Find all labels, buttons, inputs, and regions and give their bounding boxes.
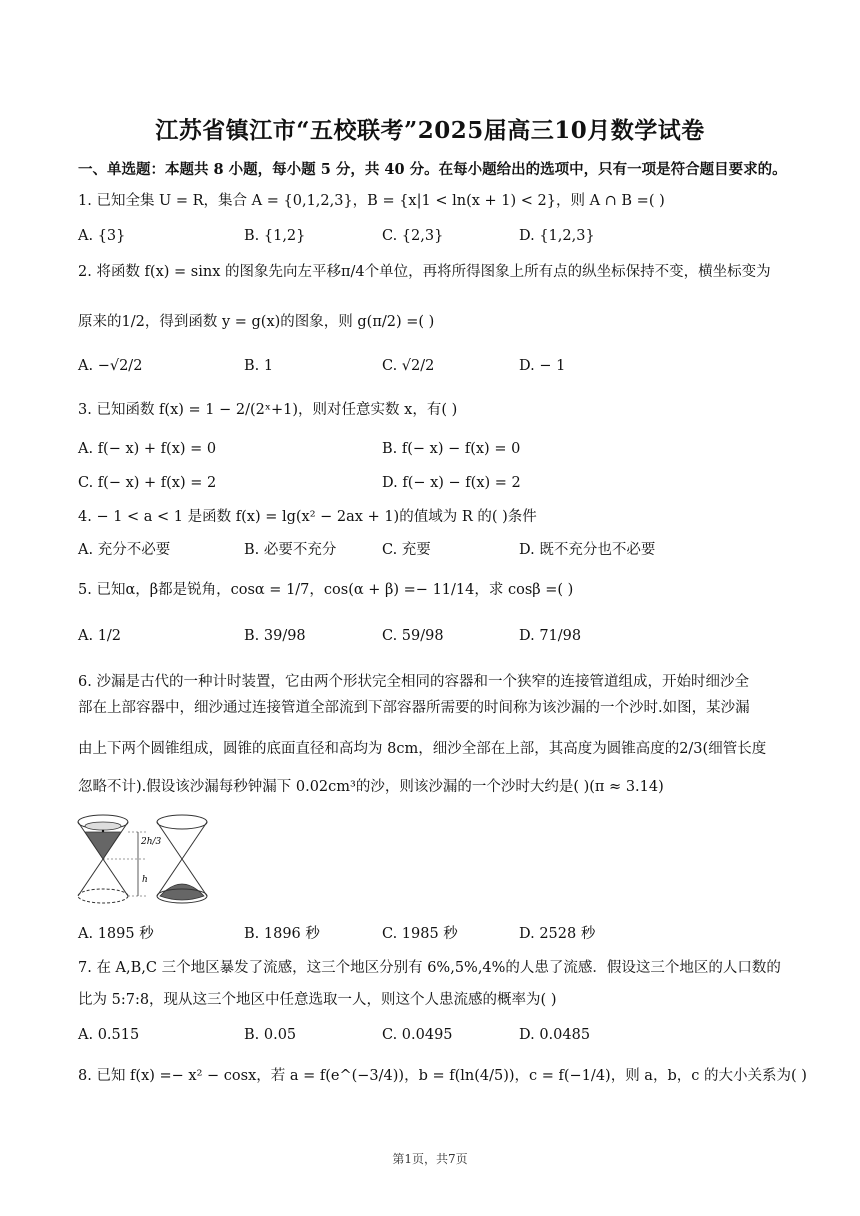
- q2-option-c: C. √2/2: [382, 358, 435, 374]
- q4-stem: 4. − 1 < a < 1 是函数 f(x) = lg(x² − 2ax + 1)的值域为 R 的( )条件: [78, 509, 537, 525]
- q6-stem-line1: 6. 沙漏是古代的一种计时装置，它由两个形状完全相同的容器和一个狭窄的连接管道组成，开始时细沙全: [78, 674, 749, 690]
- q4-option-a: A. 充分不必要: [78, 542, 171, 558]
- q1-option-b: B. {1,2}: [244, 228, 306, 244]
- q7-stem-line1: 7. 在 A,B,C 三个地区暴发了流感，这三个地区分别有 6%,5%,4%的人患了流感．假设这三个地区的人口数的: [78, 960, 781, 976]
- q7-stem-line2: 比为 5:7:8，现从这三个地区中任意选取一人，则这个人患流感的概率为( ): [78, 992, 557, 1008]
- q5-option-d: D. 71/98: [519, 628, 582, 644]
- q6-stem-line2: 部在上部容器中，细沙通过连接管道全部流到下部容器所需要的时间称为该沙漏的一个沙时.如图，某沙漏: [78, 700, 750, 716]
- q4-option-d: D. 既不充分也不必要: [519, 542, 656, 558]
- q2-option-d: D. − 1: [519, 358, 566, 374]
- q5-stem: 5. 已知α，β都是锐角，cosα = 1/7，cos(α + β) =− 11/14，求 cosβ =( ): [78, 582, 574, 598]
- q5-option-c: C. 59/98: [382, 628, 444, 644]
- hourglass-right: [157, 815, 207, 903]
- q4-option-b: B. 必要不充分: [244, 542, 337, 558]
- q7-option-c: C. 0.0495: [382, 1027, 453, 1043]
- q6-option-a: A. 1895 秒: [78, 926, 154, 942]
- q1-stem: 1. 已知全集 U = R，集合 A = {0,1,2,3}，B = {x|1 < ln(x + 1) < 2}，则 A ∩ B =( ): [78, 193, 665, 209]
- q3-stem: 3. 已知函数 f(x) = 1 − 2/(2ˣ+1)，则对任意实数 x，有( ): [78, 402, 458, 418]
- q6-stem-line3: 由上下两个圆锥组成，圆锥的底面直径和高均为 8cm，细沙全部在上部，其高度为圆锥高度的2/3(细管长度: [78, 741, 767, 757]
- q6-option-d: D. 2528 秒: [519, 926, 596, 942]
- q5-option-a: A. 1/2: [78, 628, 122, 644]
- q8-stem: 8. 已知 f(x) =− x² − cosx，若 a = f(e^(−3/4))，b = f(ln(4/5))，c = f(−1/4)，则 a，b，c 的大小关系为( ): [78, 1068, 807, 1084]
- q6-stem-line4: 忽略不计).假设该沙漏每秒钟漏下 0.02cm³的沙，则该沙漏的一个沙时大约是( )(π ≈ 3.14): [78, 779, 664, 795]
- q3-option-d: D. f(− x) − f(x) = 2: [382, 475, 521, 491]
- q6-option-b: B. 1896 秒: [244, 926, 320, 942]
- q3-option-b: B. f(− x) − f(x) = 0: [382, 441, 521, 457]
- label-two-thirds-h: 2h/3: [141, 837, 162, 847]
- q4-option-c: C. 充要: [382, 542, 431, 558]
- q7-option-b: B. 0.05: [244, 1027, 297, 1043]
- q2-option-a: A. −√2/2: [78, 358, 143, 374]
- q3-option-a: A. f(− x) + f(x) = 0: [78, 441, 217, 457]
- q1-option-c: C. {2,3}: [382, 228, 444, 244]
- q1-option-a: A. {3}: [78, 228, 126, 244]
- q3-option-c: C. f(− x) + f(x) = 2: [78, 475, 217, 491]
- q5-option-b: B. 39/98: [244, 628, 306, 644]
- page-footer: 第1页，共7页: [392, 1152, 468, 1166]
- label-h: h: [142, 875, 148, 885]
- q7-option-a: A. 0.515: [78, 1027, 140, 1043]
- q2-stem-line2: 原来的1/2，得到函数 y = g(x)的图象，则 g(π/2) =( ): [78, 314, 435, 330]
- hourglass-figure: [76, 812, 211, 907]
- q7-option-d: D. 0.0485: [519, 1027, 591, 1043]
- section-heading: 一、单选题：本题共 8 小题，每小题 5 分，共 40 分。在每小题给出的选项中，只有一项是符合题目要求的。: [78, 161, 787, 178]
- q1-option-d: D. {1,2,3}: [519, 228, 595, 244]
- page-title: 江苏省镇江市“五校联考”2025届高三10月数学试卷: [155, 117, 705, 144]
- q2-stem-line1: 2. 将函数 f(x) = sinx 的图象先向左平移π/4个单位，再将所得图象上所有点的纵坐标保持不变，横坐标变为: [78, 264, 771, 280]
- q6-option-c: C. 1985 秒: [382, 926, 458, 942]
- q2-option-b: B. 1: [244, 358, 274, 374]
